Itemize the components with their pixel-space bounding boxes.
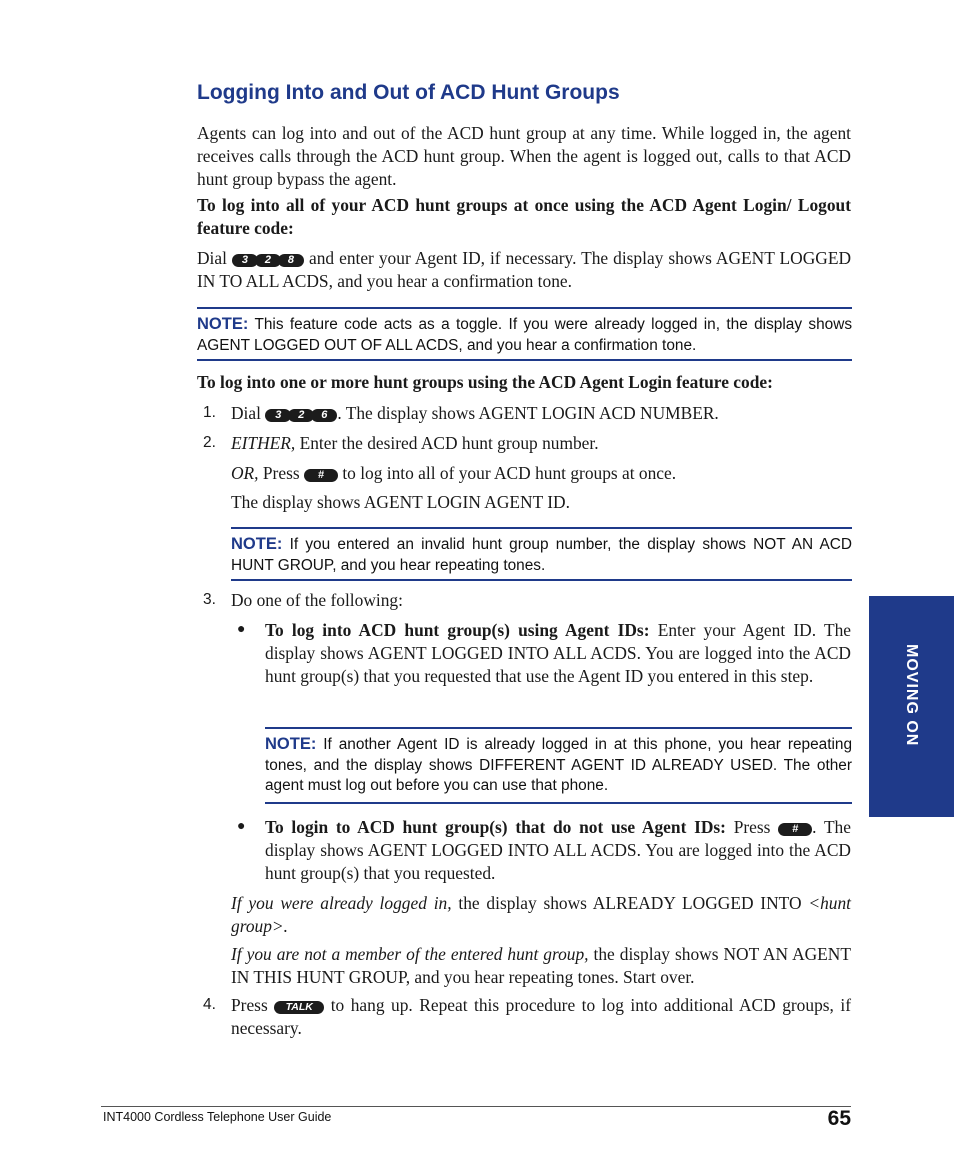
or-text: to log into all of your ACD hunt groups at once. bbox=[342, 463, 677, 483]
key-pound: # bbox=[304, 469, 338, 482]
already-italic: If you were already logged in, bbox=[231, 893, 452, 913]
or-label: OR, bbox=[231, 463, 259, 483]
step-1-suffix: . The display shows AGENT LOGIN ACD NUMBER. bbox=[337, 403, 719, 423]
bullet-agent-ids bbox=[265, 619, 851, 688]
step-2-or bbox=[231, 462, 851, 485]
not-member-text: the display shows NOT AN AGENT IN THIS HUNT GROUP, and you hear repeating tones. Start over. bbox=[231, 944, 851, 987]
keypad-sequence-326 bbox=[265, 402, 337, 425]
key-2: 2 bbox=[288, 409, 314, 422]
not-member-italic: If you are not a member of the entered hunt group, bbox=[231, 944, 589, 964]
step-number: 3. bbox=[203, 591, 216, 608]
one-group-heading: To log into one or more hunt groups using the ACD Agent Login feature code: bbox=[197, 372, 773, 392]
note-text: If you entered an invalid hunt group number, the display shows NOT AN ACD HUNT GROUP, and you hear repeating tones. bbox=[231, 536, 852, 574]
bullet-1-heading: To log into ACD hunt group(s) using Agent IDs: bbox=[265, 620, 650, 640]
note-label: NOTE: bbox=[265, 735, 317, 753]
bullet-2-heading: To login to ACD hunt group(s) that do not use Agent IDs: bbox=[265, 817, 726, 837]
already-logged-in bbox=[231, 892, 851, 938]
step-number: 4. bbox=[203, 996, 216, 1013]
footer-guide-title: INT4000 Cordless Telephone User Guide bbox=[103, 1110, 332, 1124]
note-label: NOTE: bbox=[231, 535, 283, 553]
key-8: 8 bbox=[278, 254, 304, 267]
step-1 bbox=[231, 402, 851, 425]
already-tail: <hunt group>. bbox=[231, 893, 851, 936]
already-text: the display shows ALREADY LOGGED INTO bbox=[458, 893, 802, 913]
key-6: 6 bbox=[311, 409, 337, 422]
bullet-2-text: . The display shows AGENT LOGGED INTO ALL ACDS. You are logged into the ACD hunt group(s) that you requested. bbox=[265, 817, 851, 883]
step-1-prefix: Dial bbox=[231, 403, 261, 423]
step-4-suffix: to hang up. Repeat this procedure to log into additional ACD groups, if necessary. bbox=[231, 995, 851, 1038]
page-title: Logging Into and Out of ACD Hunt Groups bbox=[197, 81, 620, 104]
note-text: This feature code acts as a toggle. If you were already logged in, the display shows AGENT LOGGED OUT OF ALL ACDS, and you hear a confirmation tone. bbox=[197, 316, 853, 354]
note-invalid-group bbox=[231, 527, 852, 581]
not-member bbox=[231, 943, 851, 989]
bullet-1-text: Enter your Agent ID. The display shows AGENT LOGGED INTO ALL ACDS. You are logged into the ACD hunt group(s) that you requested that use the Agent ID you entered in this step. bbox=[265, 620, 851, 686]
note-label: NOTE: bbox=[197, 315, 249, 333]
either-label: EITHER, bbox=[231, 433, 296, 453]
key-2: 2 bbox=[255, 254, 281, 267]
step-number: 2. bbox=[203, 434, 216, 451]
all-groups-heading: To log into all of your ACD hunt groups at once using the ACD Agent Login/ Logout feature code: bbox=[197, 195, 851, 238]
key-3: 3 bbox=[265, 409, 291, 422]
page-number: 65 bbox=[827, 1107, 851, 1130]
note-different-agent bbox=[265, 727, 852, 804]
step-2-display: The display shows AGENT LOGIN AGENT ID. bbox=[231, 492, 570, 512]
bullet-no-agent-ids bbox=[265, 816, 851, 885]
footer-rule bbox=[101, 1106, 851, 1107]
intro-paragraph: Agents can log into and out of the ACD hunt group at any time. While logged in, the agent receives calls through the ACD hunt group. When the agent is logged out, calls to that ACD hunt group bypass the agent. bbox=[197, 123, 851, 189]
step-3-text: Do one of the following: bbox=[231, 590, 403, 610]
step-4 bbox=[231, 994, 851, 1040]
key-3: 3 bbox=[232, 254, 258, 267]
dial-all-suffix: and enter your Agent ID, if necessary. The display shows AGENT LOGGED IN TO ALL ACDS, and you hear a confirmation tone. bbox=[197, 248, 852, 291]
step-2-either bbox=[231, 432, 851, 455]
bullet-icon: ● bbox=[237, 819, 246, 834]
side-tab-label: MOVING ON bbox=[903, 644, 920, 747]
bullet-2-press: Press bbox=[733, 817, 771, 837]
note-text: If another Agent ID is already logged in at this phone, you hear repeating tones, and the display shows DIFFERENT AGENT ID ALREADY USED. The other agent must log out before you can use that phone. bbox=[265, 736, 853, 794]
or-press: Press bbox=[262, 463, 300, 483]
step-number: 1. bbox=[203, 404, 216, 421]
talk-key: TALK bbox=[274, 1001, 324, 1014]
key-pound: # bbox=[778, 823, 812, 836]
note-toggle bbox=[197, 307, 852, 361]
dial-all-prefix: Dial bbox=[197, 248, 227, 268]
bullet-icon: ● bbox=[237, 622, 246, 637]
step-4-prefix: Press bbox=[231, 995, 268, 1015]
either-text: Enter the desired ACD hunt group number. bbox=[299, 433, 599, 453]
dial-all-instruction bbox=[197, 247, 851, 293]
section-side-tab bbox=[869, 596, 954, 817]
keypad-sequence-328 bbox=[232, 247, 304, 270]
